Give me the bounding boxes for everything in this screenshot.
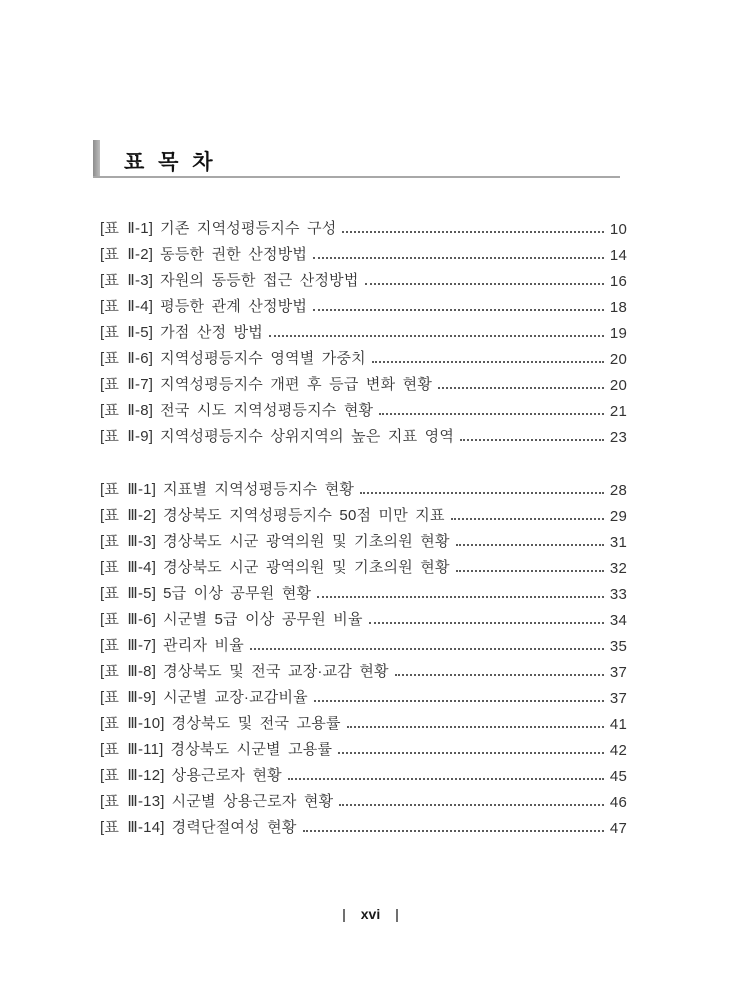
toc-entry-label: [표 Ⅲ-13] [100, 793, 165, 810]
toc-row [100, 316, 627, 342]
toc-entry-label: [표 Ⅲ-1] [100, 481, 157, 498]
table-of-contents [100, 212, 627, 837]
dot-leader [372, 361, 604, 363]
toc-entry-page-number: 19 [609, 325, 627, 342]
toc-entry-title: 전국 시도 지역성평등지수 현황 [160, 402, 374, 419]
toc-entry-title: 경상북도 및 전국 고용률 [171, 715, 341, 732]
toc-entry-page-number: 14 [609, 247, 627, 264]
toc-entry-page-number: 35 [609, 638, 627, 655]
toc-entry-title: 경상북도 시군 광역의원 및 기초의원 현황 [163, 533, 450, 550]
toc-row [100, 420, 627, 446]
toc-entry-label: [표 Ⅱ-7] [100, 376, 154, 393]
toc-row [100, 473, 627, 499]
toc-row [100, 707, 627, 733]
toc-row [100, 264, 627, 290]
title-underline [93, 176, 620, 178]
toc-entry-title: 기존 지역성평등지수 구성 [160, 220, 337, 237]
toc-entry-label: [표 Ⅲ-10] [100, 715, 165, 732]
toc-entry-title: 가점 산정 방법 [160, 324, 264, 341]
toc-row [100, 811, 627, 837]
toc-entry-page-number: 32 [609, 560, 627, 577]
footer-divider-left: | [342, 906, 346, 922]
toc-row [100, 655, 627, 681]
title-accent-bar [93, 140, 100, 177]
footer-divider-right: | [395, 906, 399, 922]
toc-entry-label: [표 Ⅲ-9] [100, 689, 157, 706]
toc-row [100, 551, 627, 577]
toc-entry-title: 관리자 비율 [163, 637, 244, 654]
toc-row [100, 759, 627, 785]
toc-entry-page-number: 16 [609, 273, 627, 290]
dot-leader [395, 674, 604, 676]
toc-entry-page-number: 18 [609, 299, 627, 316]
dot-leader [438, 387, 604, 389]
toc-entry-page-number: 37 [609, 664, 627, 681]
toc-entry-page-number: 45 [609, 768, 627, 785]
dot-leader [456, 570, 604, 572]
dot-leader [460, 439, 604, 441]
toc-entry-title: 5급 이상 공무원 현황 [163, 585, 312, 602]
toc-entry-label: [표 Ⅲ-12] [100, 767, 165, 784]
toc-entry-title: 경상북도 지역성평등지수 50점 미만 지표 [163, 507, 445, 524]
toc-row [100, 681, 627, 707]
dot-leader [342, 231, 604, 233]
dot-leader [451, 518, 604, 520]
toc-entry-label: [표 Ⅲ-5] [100, 585, 157, 602]
toc-entry-title: 시군별 5급 이상 공무원 비율 [163, 611, 363, 628]
toc-entry-title: 시군별 교장·교감비율 [163, 689, 308, 706]
toc-row [100, 785, 627, 811]
toc-row [100, 368, 627, 394]
page-title: 표 목 차 [124, 151, 215, 174]
toc-entry-title: 지역성평등지수 영역별 가중치 [160, 350, 366, 367]
toc-entry-label: [표 Ⅱ-8] [100, 402, 154, 419]
dot-leader [250, 648, 604, 650]
dot-leader [339, 804, 604, 806]
toc-row [100, 342, 627, 368]
toc-entry-page-number: 23 [609, 429, 627, 446]
toc-row [100, 577, 627, 603]
toc-row [100, 525, 627, 551]
dot-leader [347, 726, 604, 728]
toc-entry-label: [표 Ⅲ-2] [100, 507, 157, 524]
dot-leader [303, 830, 604, 832]
toc-entry-title: 경력단절여성 현황 [171, 819, 297, 836]
toc-entry-page-number: 31 [609, 534, 627, 551]
dot-leader [313, 309, 604, 311]
toc-entry-page-number: 21 [609, 403, 627, 420]
toc-section-chapter-3-tables [100, 473, 627, 837]
dot-leader [369, 622, 604, 624]
toc-entry-title: 평등한 관계 산정방법 [160, 298, 308, 315]
toc-entry-title: 지역성평등지수 상위지역의 높은 지표 영역 [160, 428, 455, 445]
toc-entry-title: 자원의 동등한 접근 산정방법 [160, 272, 359, 289]
toc-entry-title: 경상북도 및 전국 교장·교감 현황 [163, 663, 389, 680]
toc-row [100, 212, 627, 238]
toc-section-chapter-2-tables [100, 212, 627, 446]
dot-leader [288, 778, 604, 780]
toc-entry-page-number: 20 [609, 351, 627, 368]
toc-entry-title: 상용근로자 현황 [171, 767, 282, 784]
toc-entry-label: [표 Ⅲ-4] [100, 559, 157, 576]
toc-row [100, 394, 627, 420]
toc-row [100, 290, 627, 316]
toc-entry-title: 경상북도 시군 광역의원 및 기초의원 현황 [163, 559, 450, 576]
toc-entry-page-number: 34 [609, 612, 627, 629]
dot-leader [456, 544, 604, 546]
toc-entry-label: [표 Ⅲ-11] [100, 741, 164, 758]
dot-leader [360, 492, 604, 494]
toc-entry-title: 시군별 상용근로자 현황 [171, 793, 334, 810]
dot-leader [314, 700, 604, 702]
toc-entry-label: [표 Ⅱ-5] [100, 324, 154, 341]
toc-entry-page-number: 20 [609, 377, 627, 394]
toc-entry-page-number: 28 [609, 482, 627, 499]
toc-entry-page-number: 41 [609, 716, 627, 733]
toc-entry-page-number: 37 [609, 690, 627, 707]
toc-entry-label: [표 Ⅱ-9] [100, 428, 154, 445]
page-footer [0, 906, 741, 922]
toc-entry-title: 지역성평등지수 개편 후 등급 변화 현황 [160, 376, 433, 393]
toc-entry-title: 동등한 권한 산정방법 [160, 246, 308, 263]
toc-entry-label: [표 Ⅲ-8] [100, 663, 157, 680]
toc-entry-label: [표 Ⅱ-3] [100, 272, 154, 289]
toc-entry-label: [표 Ⅲ-6] [100, 611, 157, 628]
toc-entry-label: [표 Ⅲ-3] [100, 533, 157, 550]
dot-leader [338, 752, 604, 754]
toc-row [100, 629, 627, 655]
toc-entry-page-number: 29 [609, 508, 627, 525]
toc-entry-title: 지표별 지역성평등지수 현황 [163, 481, 355, 498]
toc-row [100, 733, 627, 759]
toc-row [100, 499, 627, 525]
toc-entry-label: [표 Ⅱ-2] [100, 246, 154, 263]
toc-entry-title: 경상북도 시군별 고용률 [170, 741, 333, 758]
toc-entry-label: [표 Ⅱ-4] [100, 298, 154, 315]
toc-row [100, 238, 627, 264]
toc-entry-page-number: 42 [609, 742, 627, 759]
toc-entry-page-number: 10 [609, 221, 627, 238]
dot-leader [317, 596, 604, 598]
toc-entry-page-number: 33 [609, 586, 627, 603]
toc-entry-label: [표 Ⅲ-14] [100, 819, 165, 836]
dot-leader [365, 283, 604, 285]
toc-row [100, 603, 627, 629]
toc-entry-label: [표 Ⅱ-1] [100, 220, 154, 237]
dot-leader [313, 257, 604, 259]
toc-entry-label: [표 Ⅱ-6] [100, 350, 154, 367]
toc-entry-page-number: 47 [609, 820, 627, 837]
toc-entry-page-number: 46 [609, 794, 627, 811]
dot-leader [269, 335, 604, 337]
footer-page-number: xvi [360, 906, 381, 922]
toc-entry-label: [표 Ⅲ-7] [100, 637, 157, 654]
dot-leader [379, 413, 604, 415]
